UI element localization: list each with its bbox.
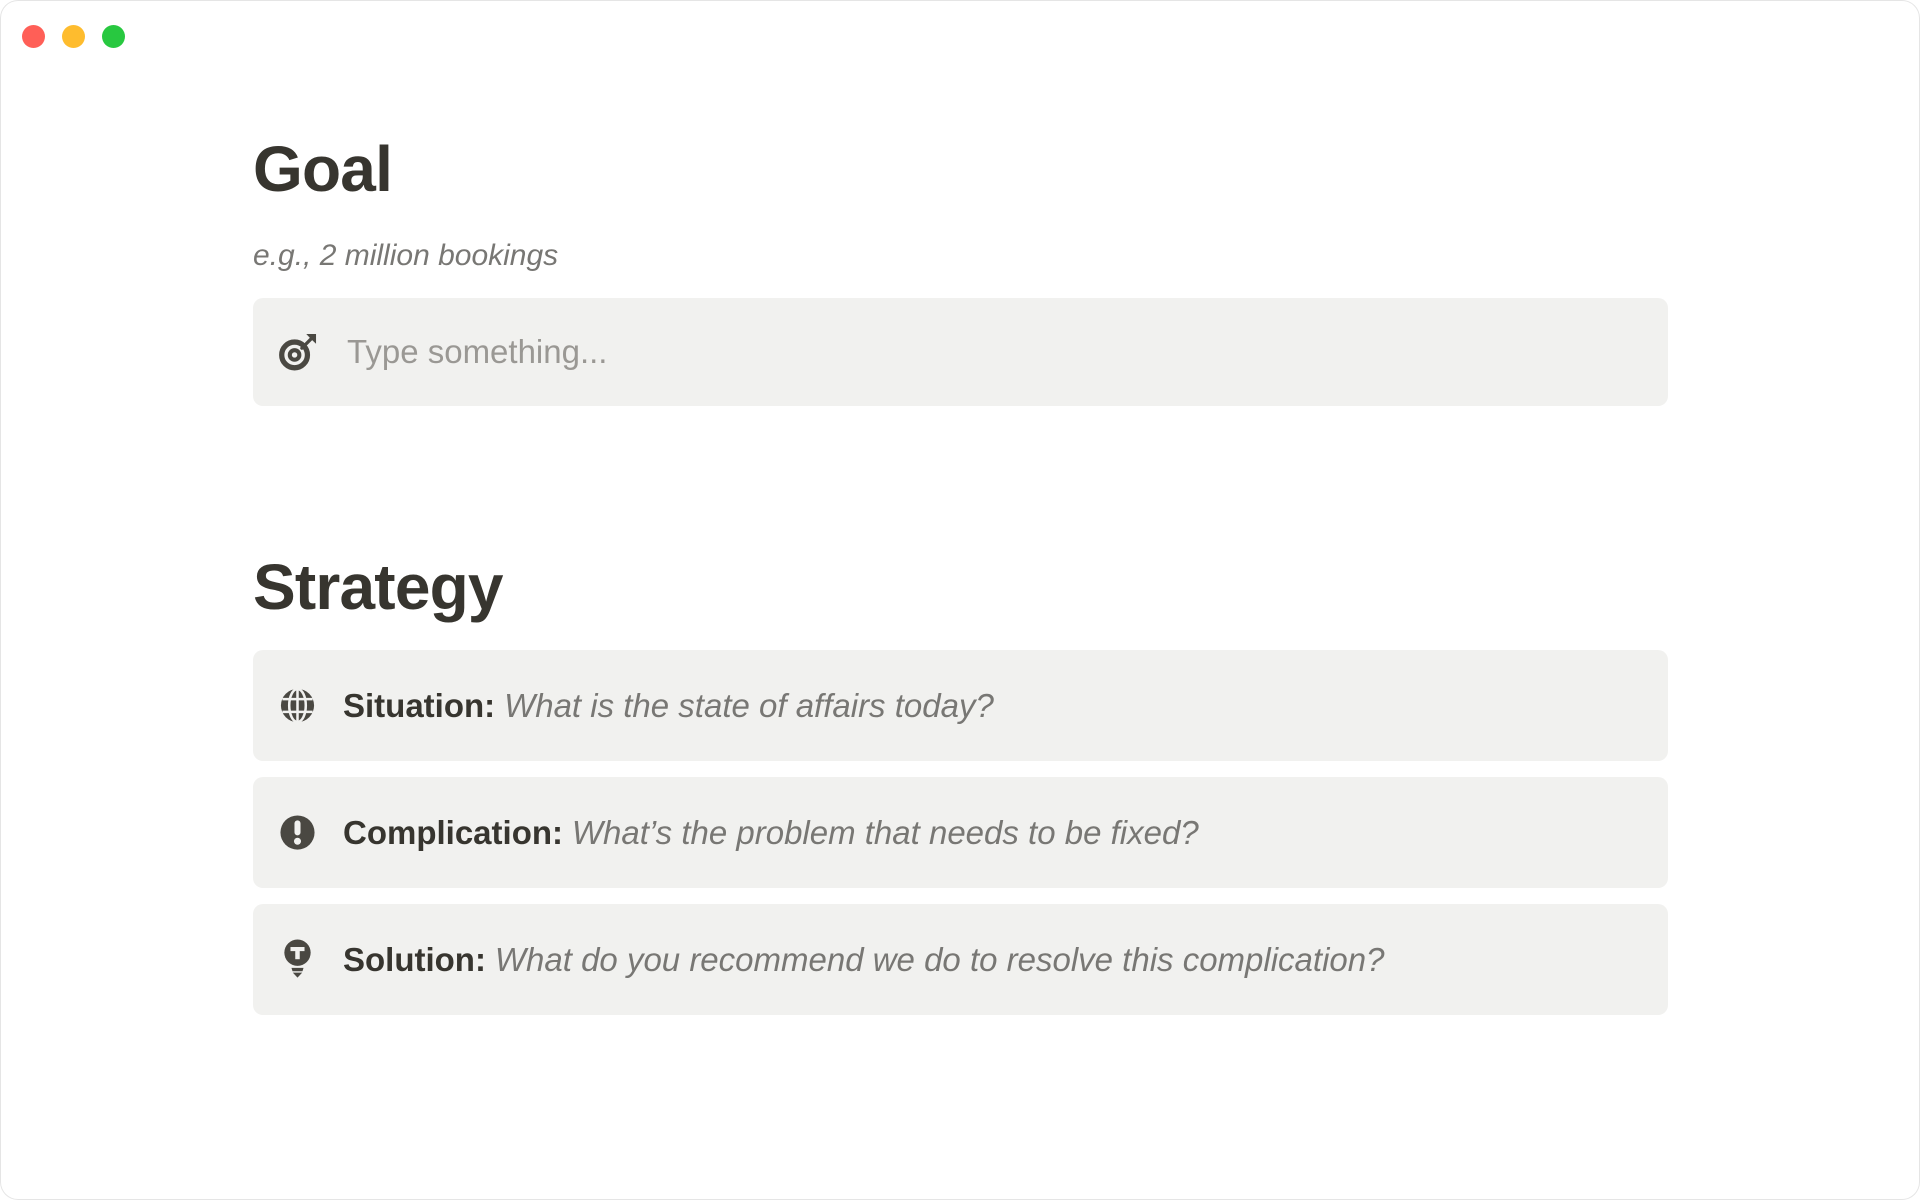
row-text (343, 812, 1199, 853)
strategy-rows (253, 650, 1668, 1015)
window-controls (22, 25, 125, 48)
complication-question: What’s the problem that needs to be fixed? (571, 813, 1199, 851)
situation-question: What is the state of affairs today? (504, 686, 994, 724)
target-icon (278, 333, 317, 372)
situation-label: Situation: (343, 686, 496, 724)
goal-section-title: Goal (253, 133, 393, 205)
minimize-button[interactable] (62, 25, 85, 48)
close-button[interactable] (22, 25, 45, 48)
strategy-row-situation[interactable] (253, 650, 1668, 761)
solution-label: Solution: (343, 940, 486, 978)
zoom-button[interactable] (102, 25, 125, 48)
goal-example-hint: e.g., 2 million bookings (253, 239, 559, 272)
complication-label: Complication: (343, 813, 563, 851)
lightbulb-icon (278, 938, 317, 981)
strategy-row-solution[interactable] (253, 904, 1668, 1015)
strategy-row-complication[interactable] (253, 777, 1668, 888)
solution-question: What do you recommend we do to resolve this complication? (494, 940, 1385, 978)
goal-text-input[interactable] (347, 333, 1643, 371)
exclamation-icon (278, 813, 317, 852)
globe-icon (278, 686, 317, 725)
row-text (343, 685, 994, 726)
row-text (343, 939, 1384, 980)
goal-input-container[interactable] (253, 298, 1668, 406)
strategy-section-title: Strategy (253, 551, 503, 623)
